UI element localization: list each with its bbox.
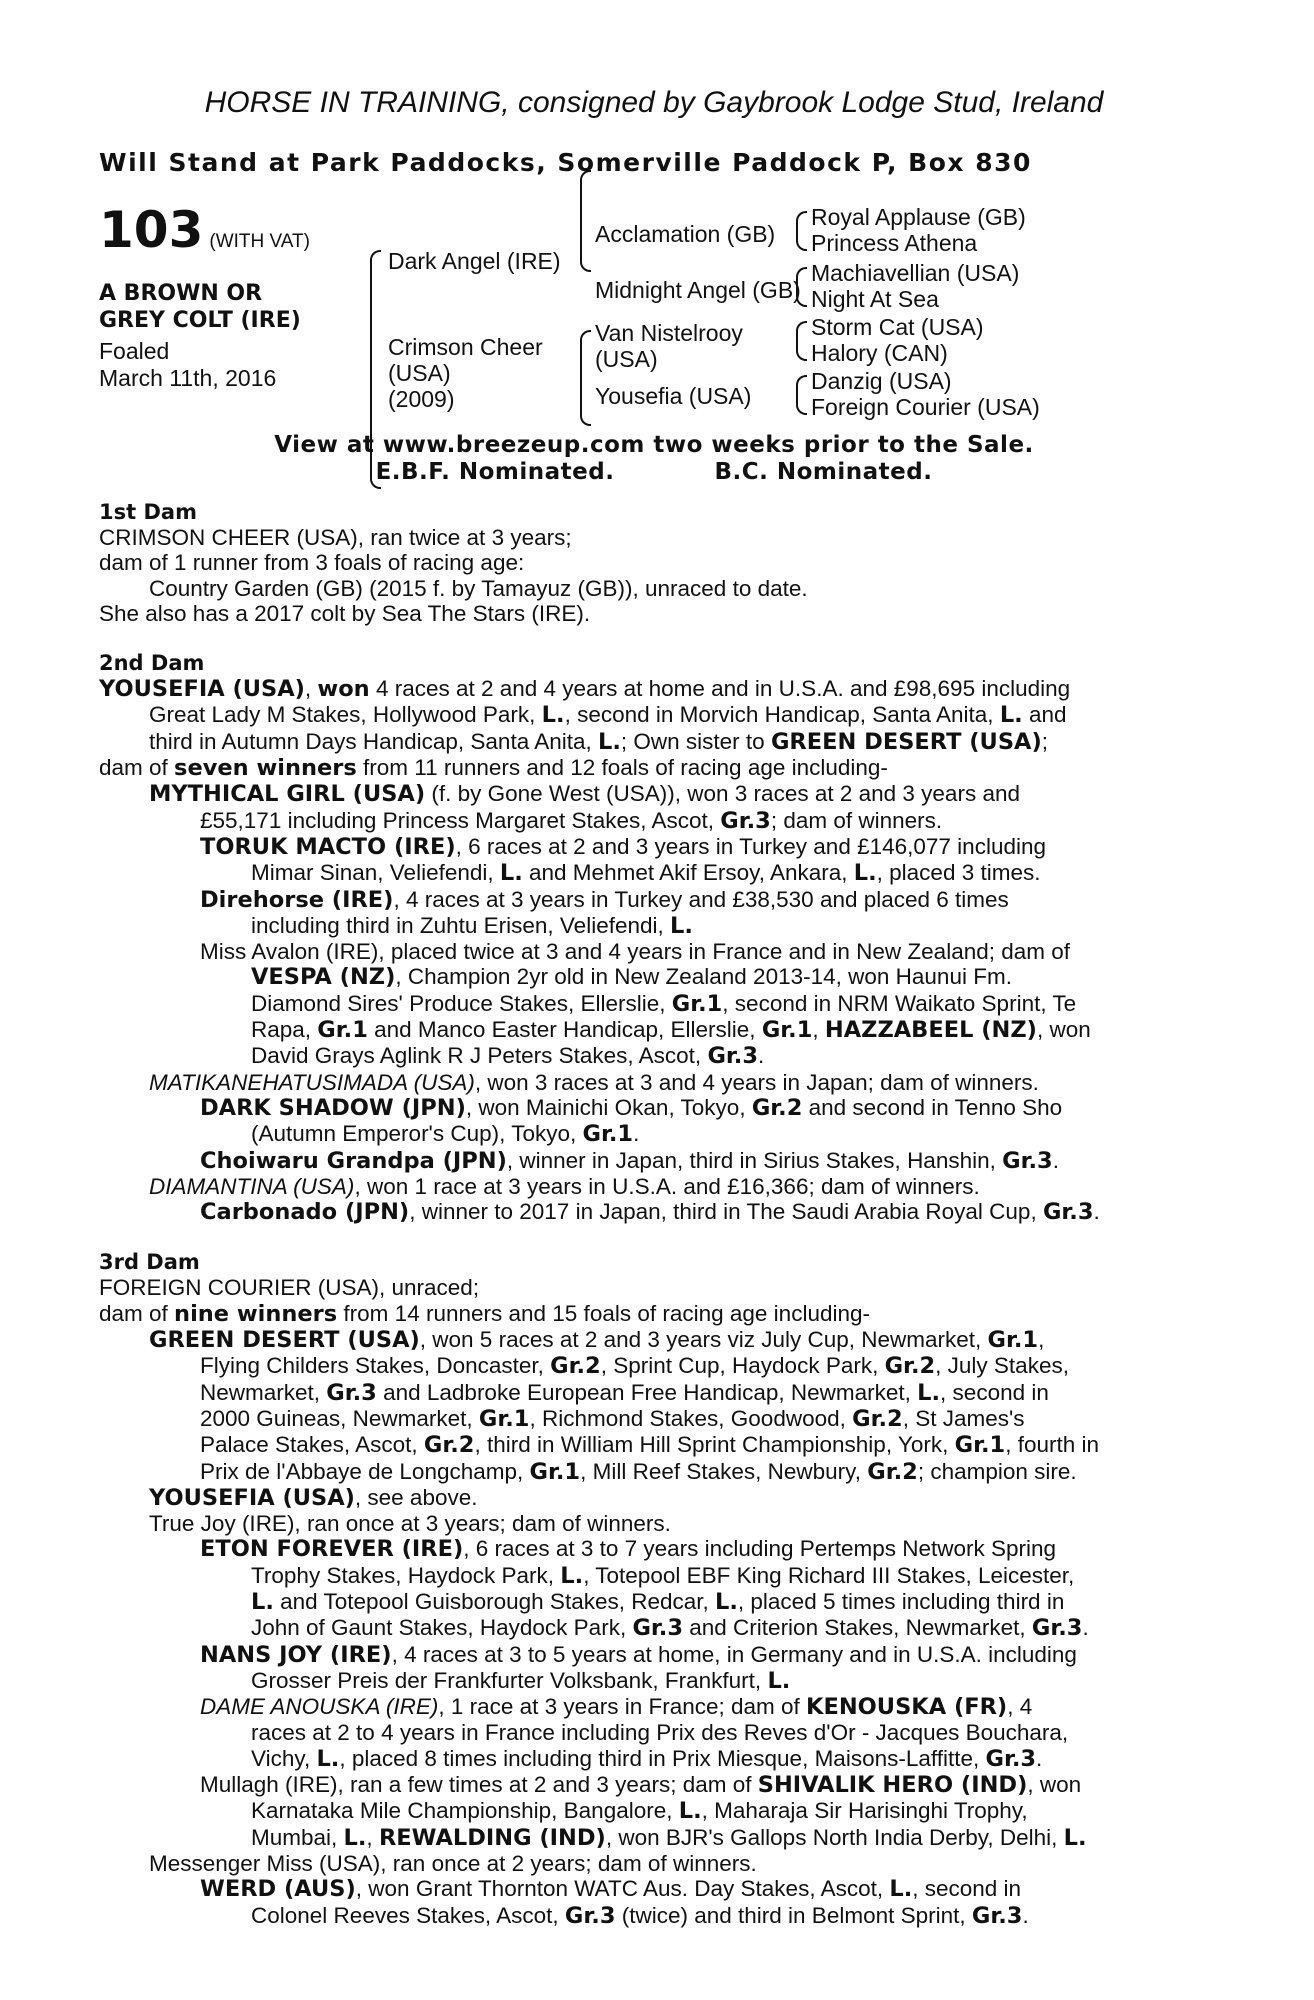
pedigree-brace-1	[796, 211, 807, 251]
pedigree-dam-line2: (USA)	[388, 360, 451, 386]
third-dam-line: Karnataka Mile Championship, Bangalore, L., Maharaja Sir Harisinghi Trophy,	[251, 1798, 1028, 1825]
second-dam-line: VESPA (NZ), Champion 2yr old in New Zealand 2013-14, won Haunui Fm.	[251, 964, 1012, 991]
second-dam-line: third in Autumn Days Handicap, Santa Anita, L.; Own sister to GREEN DESERT (USA);	[149, 728, 1048, 755]
lot-number-value: 103	[99, 201, 204, 259]
pedigree-brace-4	[796, 375, 807, 415]
first-dam-line: Country Garden (GB) (2015 f. by Tamayuz (GB)), unraced to date.	[149, 575, 808, 601]
second-dam-line: Mimar Sinan, Veliefendi, L. and Mehmet Akif Ersoy, Ankara, L., placed 3 times.	[251, 860, 1041, 887]
second-dam-line: Great Lady M Stakes, Hollywood Park, L., second in Morvich Handicap, Santa Anita, L. and	[149, 702, 1067, 729]
page-header: HORSE IN TRAINING, consigned by Gaybrook Lodge Stud, Ireland	[204, 86, 1104, 119]
third-dam-line: YOUSEFIA (USA), see above.	[149, 1484, 478, 1511]
ebf-nominated: E.B.F. Nominated.	[375, 459, 615, 485]
pedigree-dds: Danzig (USA)	[811, 368, 952, 394]
pedigree-brace-3	[796, 321, 807, 361]
pedigree-dam-line3: (2009)	[388, 386, 455, 412]
nomination-notes	[99, 459, 1209, 486]
second-dam-line: dam of seven winners from 11 runners and 12 foals of racing age including-	[99, 755, 888, 782]
pedigree-brace-dam	[580, 330, 591, 426]
second-dam-line: YOUSEFIA (USA), won 4 races at 2 and 4 years at home and in U.S.A. and £98,695 including	[99, 676, 1071, 703]
lot-info	[99, 200, 389, 392]
vat-label: (WITH VAT)	[209, 231, 310, 252]
second-dam-line: Direhorse (IRE), 4 races at 3 years in Turkey and £38,530 and placed 6 times	[200, 886, 1009, 913]
first-dam-line: She also has a 2017 colt by Sea The Stars (IRE).	[99, 600, 591, 626]
second-dam-line: (Autumn Emperor's Cup), Tokyo, Gr.1.	[251, 1121, 640, 1148]
third-dam-line: True Joy (IRE), ran once at 3 years; dam of winners.	[149, 1511, 671, 1537]
third-dam-line: GREEN DESERT (USA), won 5 races at 2 and 3 years viz July Cup, Newmarket, Gr.1,	[149, 1327, 1045, 1354]
sale-notes	[99, 432, 1209, 486]
pedigree-sire-dam: Midnight Angel (GB)	[595, 277, 801, 303]
pedigree-sss: Royal Applause (GB)	[811, 204, 1026, 230]
pedigree-dsd: Halory (CAN)	[811, 340, 948, 366]
horse-description-line1: A BROWN OR	[99, 281, 263, 306]
second-dam-line: MATIKANEHATUSIMADA (USA), won 3 races at 3 and 4 years in Japan; dam of winners.	[149, 1069, 1039, 1095]
pedigree-sire-sire: Acclamation (GB)	[595, 221, 776, 247]
first-dam-line: CRIMSON CHEER (USA), ran twice at 3 years;	[99, 525, 572, 550]
second-dam-line: Diamond Sires' Produce Stakes, Ellerslie, Gr.1, second in NRM Waikato Sprint, Te	[251, 990, 1077, 1017]
pedigree-brace-sire	[580, 170, 591, 272]
won-label: won	[317, 676, 370, 703]
pedigree-sds: Machiavellian (USA)	[811, 260, 1020, 286]
pedigree-dam-dam: Yousefia (USA)	[595, 383, 752, 409]
first-dam-heading: 1st Dam	[99, 500, 197, 524]
third-dam-line: Palace Stakes, Ascot, Gr.2, third in William Hill Sprint Championship, York, Gr.1, fourth in	[200, 1432, 1099, 1459]
second-dam-line: Carbonado (JPN), winner to 2017 in Japan, third in The Saudi Arabia Royal Cup, Gr.3.	[200, 1199, 1100, 1226]
third-dam-line: WERD (AUS), won Grant Thornton WATC Aus. Day Stakes, Ascot, L., second in	[200, 1876, 1022, 1903]
text: 4 races at 2 and 4 years at home and in U.S.A. and £98,695 including	[369, 676, 1071, 702]
second-dam-line: including third in Zuhtu Erisen, Veliefendi, L.	[251, 912, 693, 939]
pedigree-ddd: Foreign Courier (USA)	[811, 394, 1040, 420]
second-dam-line: £55,171 including Princess Margaret Stakes, Ascot, Gr.3; dam of winners.	[200, 807, 943, 834]
third-dam-line: Mumbai, L., REWALDING (IND), won BJR's Gallops North India Derby, Delhi, L.	[251, 1824, 1087, 1851]
foaled-label: Foaled	[99, 338, 170, 364]
second-dam-line: Miss Avalon (IRE), placed twice at 3 and 4 years in France and in New Zealand; dam of	[200, 939, 1071, 965]
pedigree-sdd: Night At Sea	[811, 286, 939, 312]
horse-name: YOUSEFIA (USA)	[99, 676, 305, 703]
pedigree-notes	[99, 500, 1209, 1929]
third-dam-heading: 3rd Dam	[99, 1250, 200, 1275]
third-dam-line: 2000 Guineas, Newmarket, Gr.1, Richmond Stakes, Goodwood, Gr.2, St James's	[200, 1405, 1025, 1432]
third-dam-line: Colonel Reeves Stakes, Ascot, Gr.3 (twice) and third in Belmont Sprint, Gr.3.	[251, 1902, 1029, 1929]
pedigree-dam-sire	[595, 320, 743, 372]
foaled-date: March 11th, 2016	[99, 365, 277, 391]
pedigree-brace-2	[796, 267, 807, 307]
second-dam-line: MYTHICAL GIRL (USA) (f. by Gone West (USA)), won 3 races at 2 and 3 years and	[149, 781, 1020, 808]
pedigree-dam-line1: Crimson Cheer	[388, 334, 543, 360]
stand-location: Will Stand at Park Paddocks, Somerville Paddock P, Box 830	[99, 148, 1032, 177]
second-dam-heading: 2nd Dam	[99, 651, 205, 676]
third-dam-line: NANS JOY (IRE), 4 races at 3 to 5 years at home, in Germany and in U.S.A. including	[200, 1641, 1077, 1668]
pedigree-dam-sire-line2: (USA)	[595, 346, 658, 372]
third-dam-line: Messenger Miss (USA), ran once at 2 years; dam of winners.	[149, 1850, 757, 1876]
second-dam-line: DIAMANTINA (USA), won 1 race at 3 years in U.S.A. and £16,366; dam of winners.	[149, 1173, 980, 1199]
third-dam-line: Vichy, L., placed 8 times including third in Prix Miesque, Maisons-Laffitte, Gr.3.	[251, 1745, 1043, 1772]
lot-number	[99, 200, 389, 272]
pedigree-sire: Dark Angel (IRE)	[388, 248, 561, 274]
third-dam-line: Newmarket, Gr.3 and Ladbroke European Free Handicap, Newmarket, L., second in	[200, 1379, 1049, 1406]
third-dam-line: DAME ANOUSKA (IRE), 1 race at 3 years in France; dam of KENOUSKA (FR), 4	[200, 1694, 1033, 1721]
third-dam-line: ETON FOREVER (IRE), 6 races at 3 to 7 years including Pertemps Network Spring	[200, 1536, 1057, 1563]
second-dam-line: DARK SHADOW (JPN), won Mainichi Okan, Tokyo, Gr.2 and second in Tenno Sho	[200, 1094, 1063, 1121]
third-dam-line: races at 2 to 4 years in France including Prix des Reves d'Or - Jacques Bouchara,	[251, 1720, 1069, 1746]
third-dam-line: Flying Childers Stakes, Doncaster, Gr.2, Sprint Cup, Haydock Park, Gr.2, July Stakes,	[200, 1353, 1069, 1380]
third-dam-line: Trophy Stakes, Haydock Park, L., Totepool EBF King Richard III Stakes, Leicester,	[251, 1562, 1075, 1589]
third-dam-line: Grosser Preis der Frankfurter Volksbank, Frankfurt, L.	[251, 1667, 791, 1694]
third-dam-line: Mullagh (IRE), ran a few times at 2 and 3 years; dam of SHIVALIK HERO (IND), won	[200, 1772, 1082, 1799]
third-dam-line: FOREIGN COURIER (USA), unraced;	[99, 1275, 480, 1301]
bc-nominated: B.C. Nominated.	[714, 459, 933, 485]
second-dam-line: Rapa, Gr.1 and Manco Easter Handicap, Ellerslie, Gr.1, HAZZABEEL (NZ), won	[251, 1017, 1091, 1044]
second-dam-line: Choiwaru Grandpa (JPN), winner in Japan, third in Sirius Stakes, Hanshin, Gr.3.	[200, 1147, 1059, 1174]
pedigree-dam-sire-line1: Van Nistelrooy	[595, 320, 743, 346]
pedigree-dam	[388, 334, 543, 412]
second-dam-line: David Grays Aglink R J Peters Stakes, Ascot, Gr.3.	[251, 1043, 765, 1070]
pedigree-dss: Storm Cat (USA)	[811, 314, 984, 340]
third-dam-line: Prix de l'Abbaye de Longchamp, Gr.1, Mill Reef Stakes, Newbury, Gr.2; champion sire.	[200, 1458, 1077, 1485]
horse-description	[99, 280, 389, 334]
horse-description-line2: GREY COLT (IRE)	[99, 308, 301, 333]
third-dam-line: John of Gaunt Stakes, Haydock Park, Gr.3 and Criterion Stakes, Newmarket, Gr.3.	[251, 1615, 1089, 1642]
view-note: View at www.breezeup.com two weeks prior to the Sale.	[274, 432, 1034, 458]
first-dam-line: dam of 1 runner from 3 foals of racing age:	[99, 550, 525, 576]
third-dam-line: dam of nine winners from 14 runners and 15 foals of racing age including-	[99, 1300, 870, 1327]
second-dam-line: TORUK MACTO (IRE), 6 races at 2 and 3 years in Turkey and £146,077 including	[200, 833, 1046, 860]
pedigree-ssd: Princess Athena	[811, 230, 978, 256]
foaled-info	[99, 338, 389, 392]
third-dam-line: L. and Totepool Guisborough Stakes, Redcar, L., placed 5 times including third in	[251, 1588, 1065, 1615]
